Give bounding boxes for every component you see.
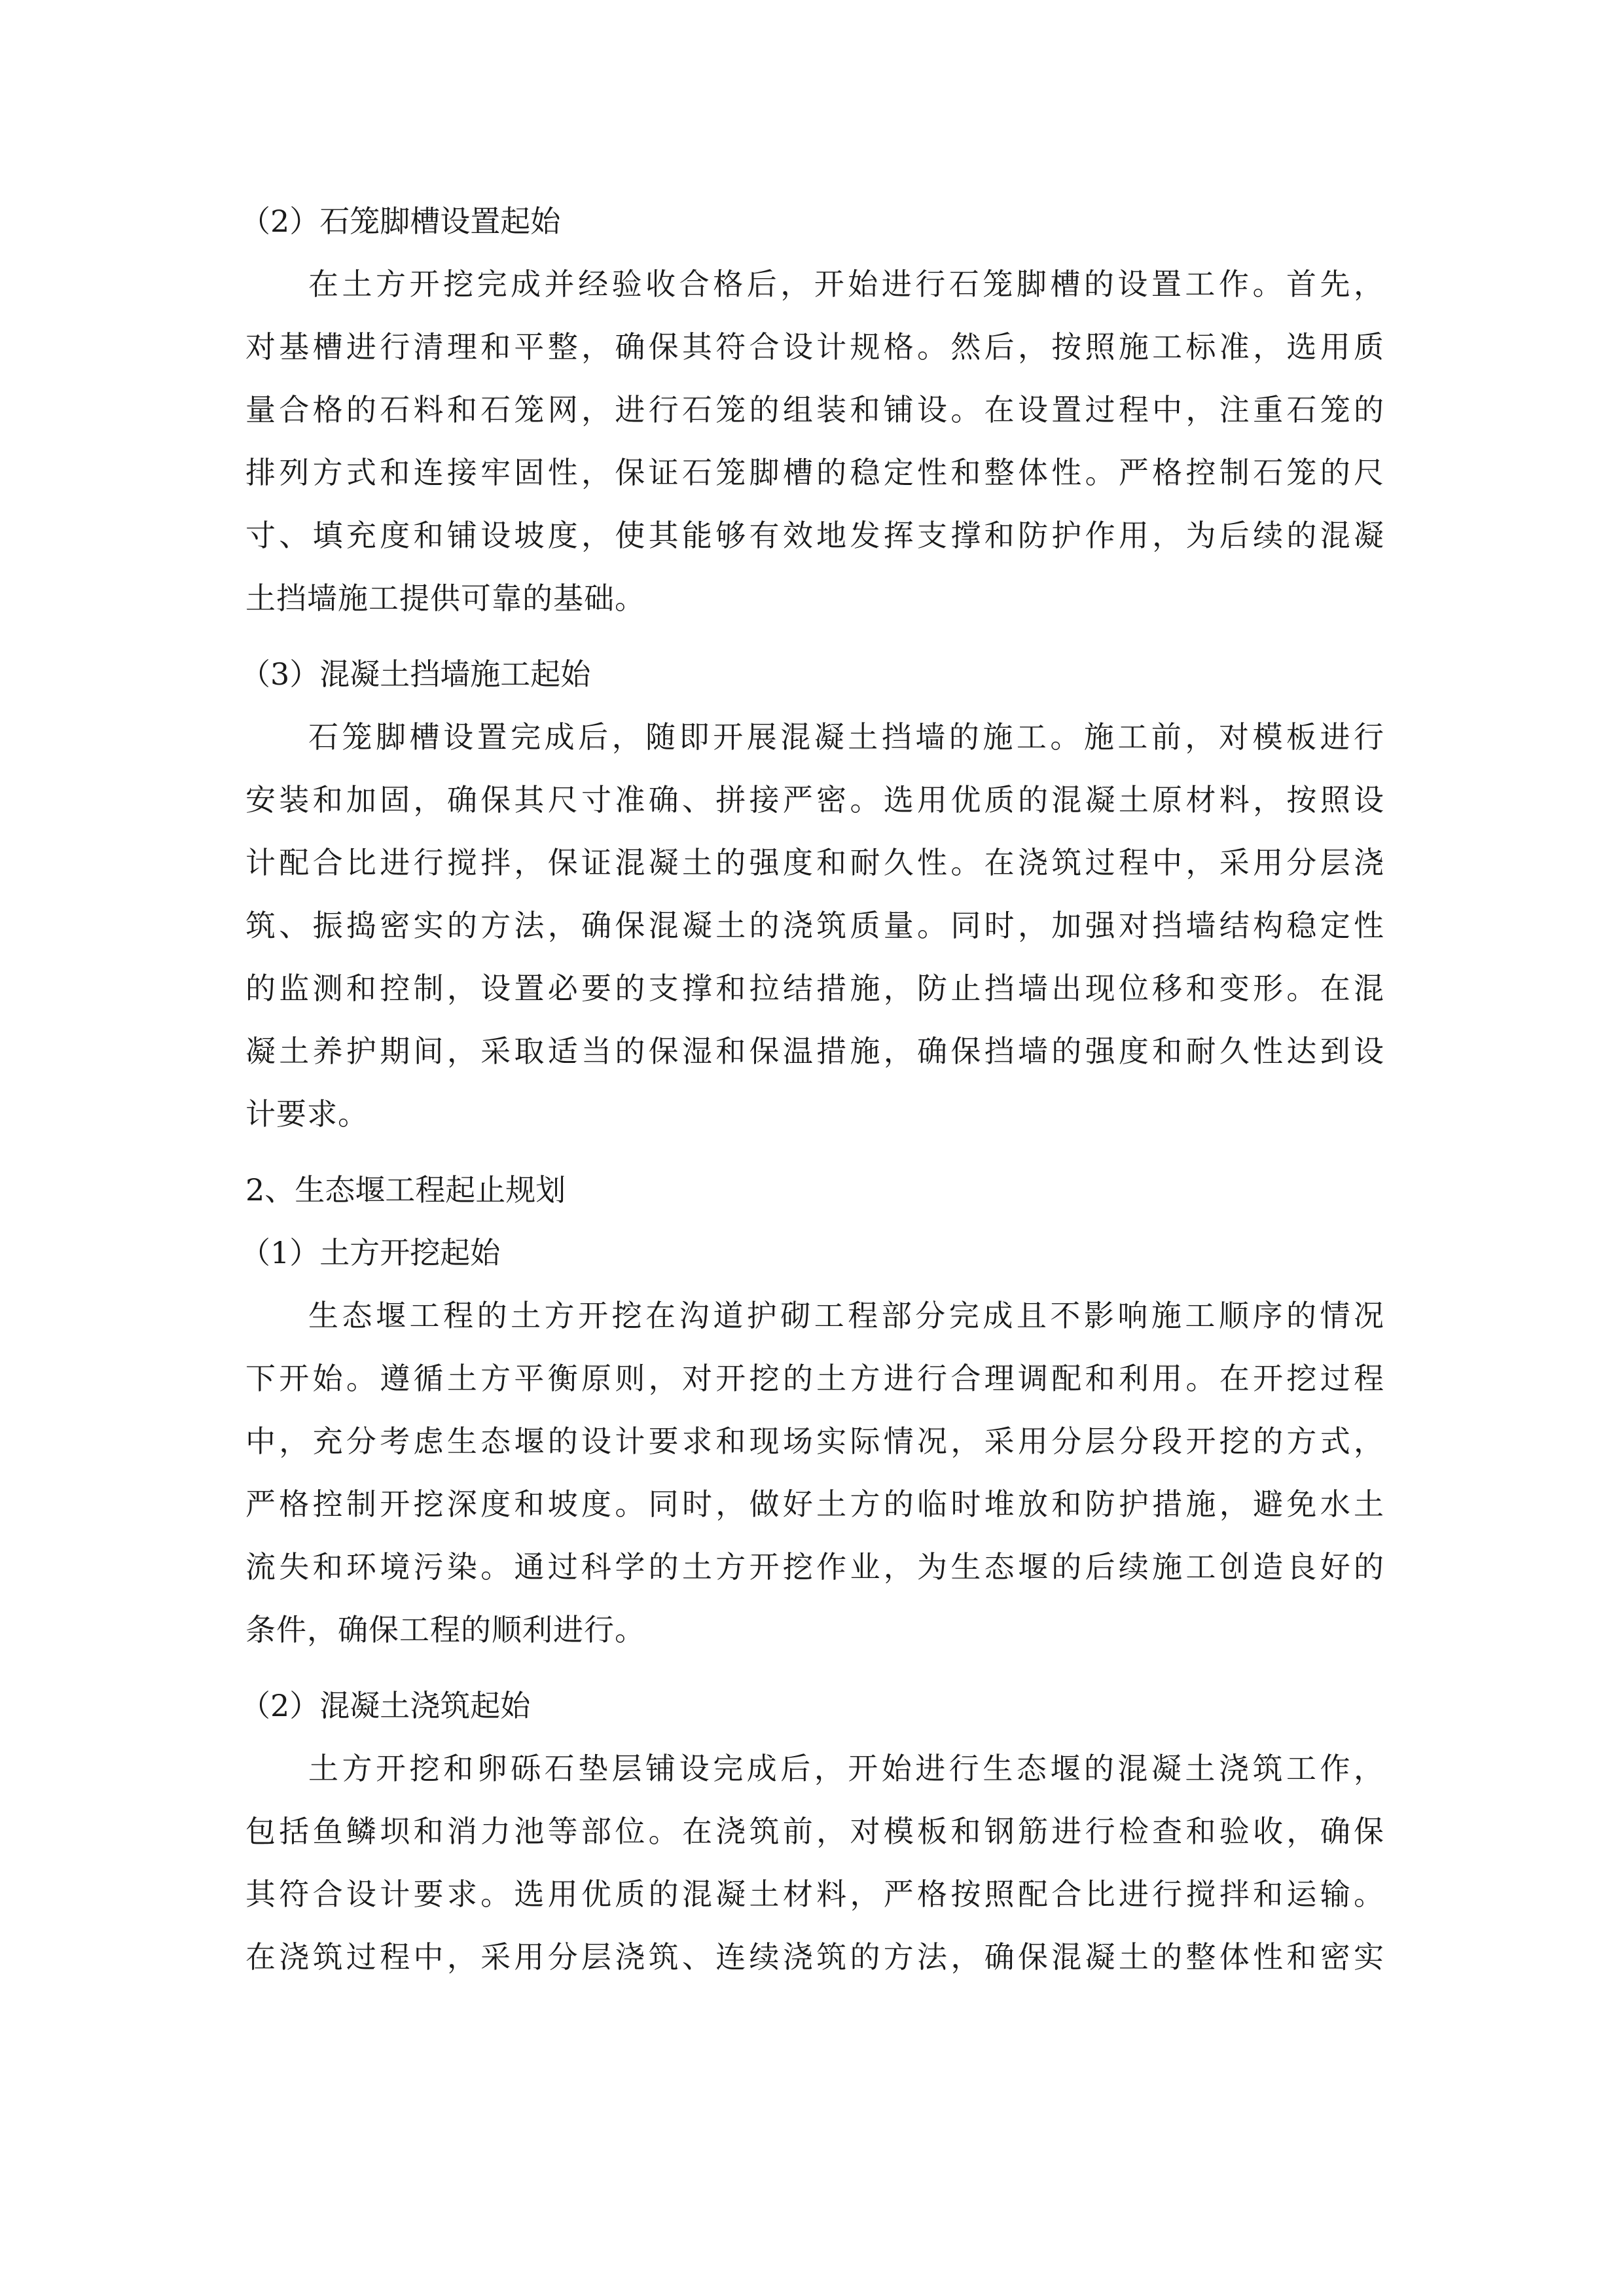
paragraph-line: 严格控制开挖深度和坡度。同时，做好土方的临时堆放和防护措施，避免水土 [245,1486,1384,1522]
paragraph-line: 量合格的石料和石笼网，进行石笼的组装和铺设。在设置过程中，注重石笼的 [245,392,1384,427]
paragraph-line: 中，充分考虑生态堰的设计要求和现场实际情况，采用分层分段开挖的方式， [245,1424,1384,1459]
paragraph-line: 土挡墙施工提供可靠的基础。 [245,581,645,616]
paragraph-line: 下开始。遵循土方平衡原则，对开挖的土方进行合理调配和利用。在开挖过程 [245,1361,1384,1396]
paragraph-line: 的监测和控制，设置必要的支撑和拉结措施，防止挡墙出现位移和变形。在混 [245,971,1384,1006]
section-heading: （1）土方开挖起始 [240,1235,501,1270]
section-gap [245,1145,1384,1158]
chapter-heading: 2、生态堰工程起止规划 [245,1172,566,1208]
paragraph-line: 在浇筑过程中，采用分层浇筑、连续浇筑的方法，确保混凝土的整体性和密实 [245,1939,1384,1975]
section-heading: （2）混凝土浇筑起始 [240,1688,531,1723]
paragraph-line: 条件，确保工程的顺利进行。 [245,1612,645,1647]
paragraph-line: 土方开挖和卵砾石垫层铺设完成后，开始进行生态堰的混凝土浇筑工作， [308,1751,1384,1786]
document-body [240,190,1384,1988]
paragraph-line: 其符合设计要求。选用优质的混凝土材料，严格按照配合比进行搅拌和运输。 [245,1876,1384,1912]
paragraph-line: 在土方开挖完成并经验收合格后，开始进行石笼脚槽的设置工作。首先， [308,266,1384,302]
paragraph-line: 对基槽进行清理和平整，确保其符合设计规格。然后，按照施工标准，选用质 [245,329,1384,365]
paragraph-line: 凝土养护期间，采取适当的保湿和保温措施，确保挡墙的强度和耐久性达到设 [245,1033,1384,1069]
paragraph-line: 计配合比进行搅拌，保证混凝土的强度和耐久性。在浇筑过程中，采用分层浇 [245,845,1384,880]
paragraph-line: 流失和环境污染。通过科学的土方开挖作业，为生态堰的后续施工创造良好的 [245,1549,1384,1585]
paragraph-line: 石笼脚槽设置完成后，随即开展混凝土挡墙的施工。施工前，对模板进行 [308,719,1384,755]
paragraph-line: 排列方式和连接牢固性，保证石笼脚槽的稳定性和整体性。严格控制石笼的尺 [245,455,1384,490]
paragraph-line: 筑、振捣密实的方法，确保混凝土的浇筑质量。同时，加强对挡墙结构稳定性 [245,908,1384,943]
section-heading: （2）石笼脚槽设置起始 [240,204,561,239]
section-heading: （3）混凝土挡墙施工起始 [240,656,591,692]
paragraph-line: 包括鱼鳞坝和消力池等部位。在浇筑前，对模板和钢筋进行检查和验收，确保 [245,1814,1384,1849]
paragraph-line: 寸、填充度和铺设坡度，使其能够有效地发挥支撑和防护作用，为后续的混凝 [245,518,1384,553]
paragraph-line: 安装和加固，确保其尺寸准确、拼接严密。选用优质的混凝土原材料，按照设 [245,782,1384,817]
paragraph-line: 计要求。 [245,1096,369,1132]
section-gap [245,630,1384,643]
paragraph-line: 生态堰工程的土方开挖在沟道护砌工程部分完成且不影响施工顺序的情况 [308,1298,1384,1333]
section-gap [245,1661,1384,1674]
